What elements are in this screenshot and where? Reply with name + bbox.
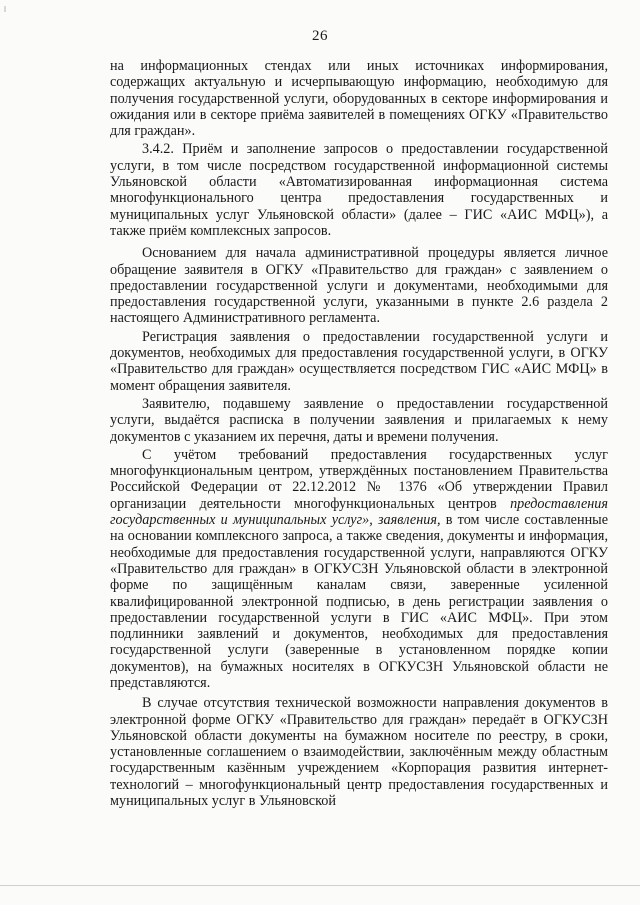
paragraph-registration: Регистрация заявления о предоставлении государственной услуги и документов, необходимых для предоставления государственной услуги, в ОГКУ «Правительство для граждан» осуществляется посредством ГИС «АИС МФЦ» в момент обращения заявителя.	[110, 328, 608, 394]
document-body	[110, 58, 608, 809]
paragraph-requirements-end: в том числе составленные на основании комплексного запроса, а также сведения, документы и информация, необходимые для предоставления государственной услуги, направляются ОГКУ «Правительство для граждан» в ОГКУСЗН Ульяновской области в электронной форме по защищённым каналам связи, заверенные усиленной квалифицированной электронной подписью, в день регистрации заявления о предоставлении государственной услуги в ГИС «АИС МФЦ». При этом подлинники заявлений и документов, необходимых для предоставления государственной услуги (заверенные в установленном порядке копии документов), на бумажных носителях в ОГКУСЗН Ульяновской области не представляются.	[110, 512, 608, 691]
scan-mark	[4, 6, 6, 12]
paragraph-receipt: Заявителю, подавшему заявление о предоставлении государственной услуги, выдаётся расписка в получении заявления и прилагаемых к нему документов с указанием их перечня, даты и времени получения.	[110, 395, 608, 445]
paragraph-section-3-4-2: 3.4.2. Приём и заполнение запросов о предоставлении государственной услуги, в том числе посредством государственной информационной системы Ульяновской области «Автоматизированная информационная система многофункционального центра предоставления государственных и муниципальных услуг Ульяновской области» (далее – ГИС «АИС МФЦ»), а также приём комплексных запросов.	[110, 141, 608, 239]
page-number: 26	[312, 28, 328, 44]
paragraph-basis: Основанием для начала административной процедуры является личное обращение заявителя в ОГКУ «Правительство для граждан» с заявлением о предоставлении государственной услуги и документами, необходимыми для предоставления государственной услуги, указанными в пункте 2.6 раздела 2 настоящего Административного регламента.	[110, 245, 608, 327]
paragraph-no-technical-possibility: В случае отсутствия технической возможности направления документов в электронной форме ОГКУ «Правительство для граждан» передаёт в ОГКУСЗН Ульяновской области документы на бумажном носителе по реестру, в сроки, установленные соглашением о взаимодействии, заключённым между областным государственным казённым учреждением «Корпорация развития интернет-технологий – многофункциональный центр предоставления государственных и муниципальных услуг в Ульяновской	[110, 695, 608, 810]
paragraph-requirements-italic: предоставления государственных и муниципальных услуг», заявления,	[110, 495, 608, 529]
page-bottom-edge	[0, 885, 640, 886]
paragraph-continuation: на информационных стендах или иных источниках информирования, содержащих актуальную и исчерпывающую информацию, необходимую для получения государственной услуги, оборудованных в секторе информирования и ожидания или в секторе приёма заявителей в помещениях ОГКУ «Правительство для граждан».	[110, 58, 608, 140]
paragraph-requirements-start: С учётом требований предоставления государственных услуг многофункциональным центром, утверждённых постановлением Правительства Российской Федерации от 22.12.2012 № 1376 «Об утверждении Правил организации деятельности многофункциональных центров	[110, 446, 608, 512]
paragraph-requirements	[110, 447, 608, 691]
